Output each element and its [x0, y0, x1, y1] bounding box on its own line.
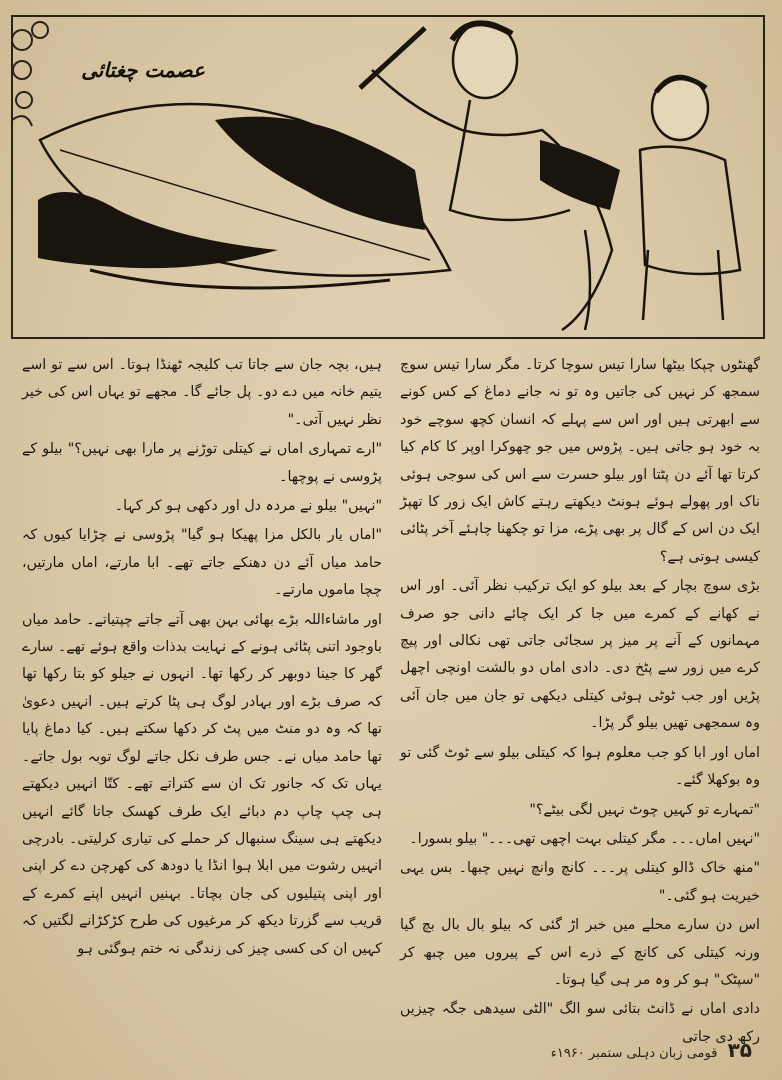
column-right	[400, 352, 760, 1045]
paragraph: اور ماشاءاللہ بڑے بھائی بہن بھی آتے جاتے چپتیاتے۔ حامد میاں باوجود اتنی پٹائی ہونے کے نہایت بدذات واقع ہوئے تھے۔ سارے گھر کا جینا دوبھر کر رکھا تھا۔ انہوں نے جیلو کو بتا رکھا تھا کہ صرف بڑے اور بہادر لوگ ہی پٹا کرتے ہیں۔ انہیں دعویٰ تھا کہ وہ دو منٹ میں پٹ کر دکھا سکتے ہیں۔ کیا دماغ پایا تھا حامد میاں نے۔ جس طرف نکل جاتے لوگ توبہ بول جاتے۔ یہاں تک کہ جانور تک ان سے کتراتے تھے۔ کتّا انہیں دیکھتے ہی چپ چاپ دم دبائے ایک طرف کھسک جاتا گائے انہیں دیکھتے ہی سینگ سنبھال کر حملے کی تیاری کرلیتی۔ بادرچی انہیں رشوت میں ابلا ہوا انڈا یا دودھ کی کھرچن دے کر اپنی اور اپنی پتیلیوں کی جان بچاتا۔ بہنیں انہیں اپنے کمرے کے قریب سے گزرتا دیکھ کر مرغیوں کی طرح کڑکڑانے لگتیں کہ کہیں ان کی کسی چیز کی زندگی نہ ختم ہوگئی ہو	[22, 611, 382, 957]
page-footer	[551, 1038, 752, 1062]
paragraph: "نہیں اماں۔۔۔ مگر کیتلی بہت اچھی تھی۔۔۔" بیلو بسورا۔	[409, 830, 760, 847]
column-left	[22, 352, 382, 1030]
paragraph: دادی اماں نے ڈانٹ بتائی سو الگ "الٹی سیدھی جگہ چیزیں رکھ دی جاتی	[400, 1001, 760, 1045]
paragraph: بڑی سوچ بچار کے بعد بیلو کو ایک ترکیب نظر آئی۔ اور اس نے کھانے کے کمرے میں جا کر ایک چائے دانی جو صرف مہمانوں کے آنے پر میز پر سجائی جاتی تھی نکالی اور پیچ کرے میں زور سے پٹخ دی۔ دادی اماں دو بالشت اونچی اچھل پڑیں اور جب ٹوٹی ہوئی کیتلی دیکھی تو جان میں جان آئی وہ سمجھی تھیں بیلو گر پڑا۔	[400, 578, 760, 732]
paragraph: "اماں یار بالکل مزا پھیکا ہو گیا" پڑوسی نے چڑایا کیوں کہ حامد میاں آئے دن دھنکے جاتے تھے۔ ابا مارتے، اماں مارتیں، چچا ماموں مارتے۔	[22, 527, 382, 599]
paragraph: ہیں، بچہ جان سے جاتا تب کلیجہ ٹھنڈا ہوتا۔ اس سے تو اسے یتیم خانہ میں دے دو۔ پل جائے گا۔ مجھے تو یہاں اس کی خیر نظر نہیں آتی۔"	[22, 357, 382, 428]
paragraph: گھنٹوں چپکا بیٹھا سارا تیس سوچا کرتا۔ مگر سارا تیس سوچ سمجھ کر نہیں کی جاتیں وہ تو نہ جانے دماغ کے کس کونے سے ابھرتی ہیں اور اس سے پہلے کہ انسان کچھ سوچے خود بہ خود ہو جاتی ہیں۔ پڑوس میں جو چھوکرا اوپر کا کام کیا کرتا تھا آئے دن پٹتا اور بیلو حسرت سے اس کی سوجی ہوئی ناک اور پھولے ہوئے ہونٹ دیکھتے رہتے کاش ایک زور کا تھپڑ ایک دن اس کے گال پر بھی پڑے، مزا تو چکھنا چاہئے آخر پٹائی کیسی ہوتی ہے؟	[400, 357, 760, 565]
paragraph: "منھ خاک ڈالو کیتلی پر۔۔۔ کانچ وانچ نہیں چبھا۔ بس یہی خیریت ہو گئی۔"	[400, 860, 760, 904]
story-illustration	[0, 0, 782, 345]
paragraph: "ارے تمہاری اماں نے کیتلی توڑنے پر مارا بھی نہیں؟" بیلو کے پڑوسی نے پوچھا۔	[22, 441, 382, 485]
paragraph: اس دن سارے محلے میں خبر اڑ گئی کہ بیلو بال بال بچ گیا ورنہ کیتلی کی کانچ کے ذرے اس کے پیروں میں چبھ کر "سپٹک" ہو کر وہ مر ہی گیا ہوتا۔	[400, 917, 760, 988]
paragraph: "تمہارے تو کہیں چوٹ نہیں لگی بیٹے؟"	[529, 801, 760, 818]
author-byline: عصمت چغتائی	[81, 58, 205, 82]
page-number: ۳۵	[727, 1038, 752, 1062]
corner-ornament	[12, 22, 48, 126]
child-figure	[640, 76, 740, 320]
paragraph: اماں اور ابا کو جب معلوم ہوا کہ کیتلی بیلو سے ٹوٹ گئی تو وہ بوکھلا گئے۔	[400, 744, 760, 789]
paragraph: "نہیں" بیلو نے مردہ دل اور دکھی ہو کر کہا۔	[114, 498, 382, 515]
issue-line: قومی زبان دہلی ستمبر ۱۹۶۰ء	[550, 1046, 718, 1061]
